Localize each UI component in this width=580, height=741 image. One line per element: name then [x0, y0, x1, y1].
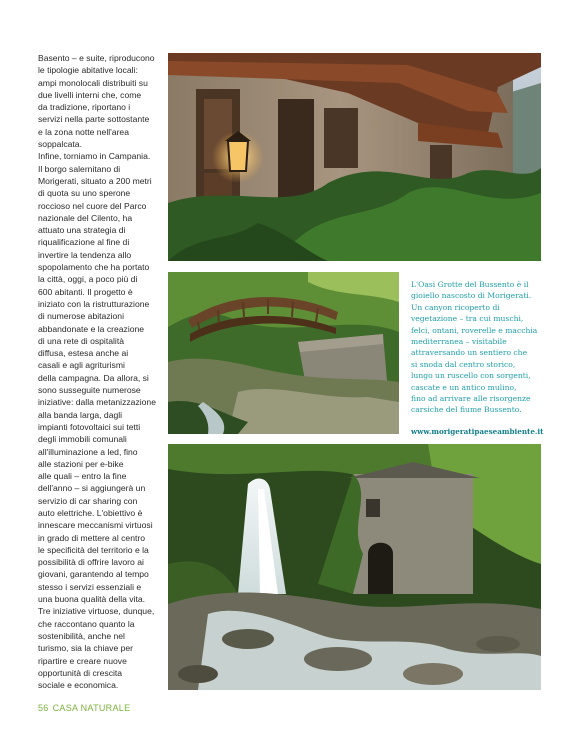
caption-website-link[interactable]: www.morigeratipaeseambiente.it — [411, 427, 544, 436]
photo-waterfall-mill — [168, 444, 541, 690]
photo-caption: L'Oasi Grotte del Bussento è il gioiello nascosto di Morigerati. Un canyon ricoperto di vegetazione – tra cui muschi, felci, ontani, roverelle e macchia mediterranea – visitabile attraversando un sentiero che si snoda dal centro storico, lungo un ruscello con sorgenti, cascate e un antico mulino, fino ad arrivare alle risorgenze carsiche del fiume Bussento. — [411, 280, 538, 415]
magazine-name: CASA NATURALE — [52, 703, 131, 713]
article-body: Basento – e suite, riproducono le tipologie abitative locali: ampi monolocali distribuiti su due livelli interni che, come da tradizione, riportano i servizi nella parte sottostante e la zona notte nell'area soppalcata. Infine, torniamo in Campania. Il borgo salernitano di Morigerati, situato a 200 metri di quota su uno sperone roccioso nel cuore del Parco nazionale del Cilento, ha attuato una strategia di riqualificazione al fine di invertire la tendenza allo spopolamento che ha portato la città, oggi, a poco più di 600 abitanti. Il progetto è iniziato con la ristrutturazione di numerose abitazioni abbandonate e la creazione di una rete di ospitalità diffusa, estesa anche ai casali e agli agriturismi della campagna. Da allora, si sono susseguite numerose iniziative: dalla metanizzazione alla banda larga, dagli impianti fotovoltaici sui tetti degli immobili comunali all'illuminazione a led, fino alle stazioni per e-bike alle quali – entro la fine dell'anno – si aggiungerà un servizio di car sharing con auto elettriche. L'obiettivo è innescare meccanismi virtuosi in grado di mettere al centro le specificità del territorio e la possibilità di offrire lavoro ai giovani, garantendo al tempo stesso i servizi essenziali e una buona qualità della vita. Tre iniziative virtuose, dunque, che raccontano quanto la sostenibilità, anche nel turismo, sia la chiave per ripartire e creare nuove opportunità di crescita sociale e economica. — [38, 53, 156, 691]
photo-wooden-bridge — [168, 272, 399, 434]
page-footer — [38, 703, 130, 713]
page-number: 56 — [38, 703, 49, 713]
photo-stone-house — [168, 53, 541, 261]
